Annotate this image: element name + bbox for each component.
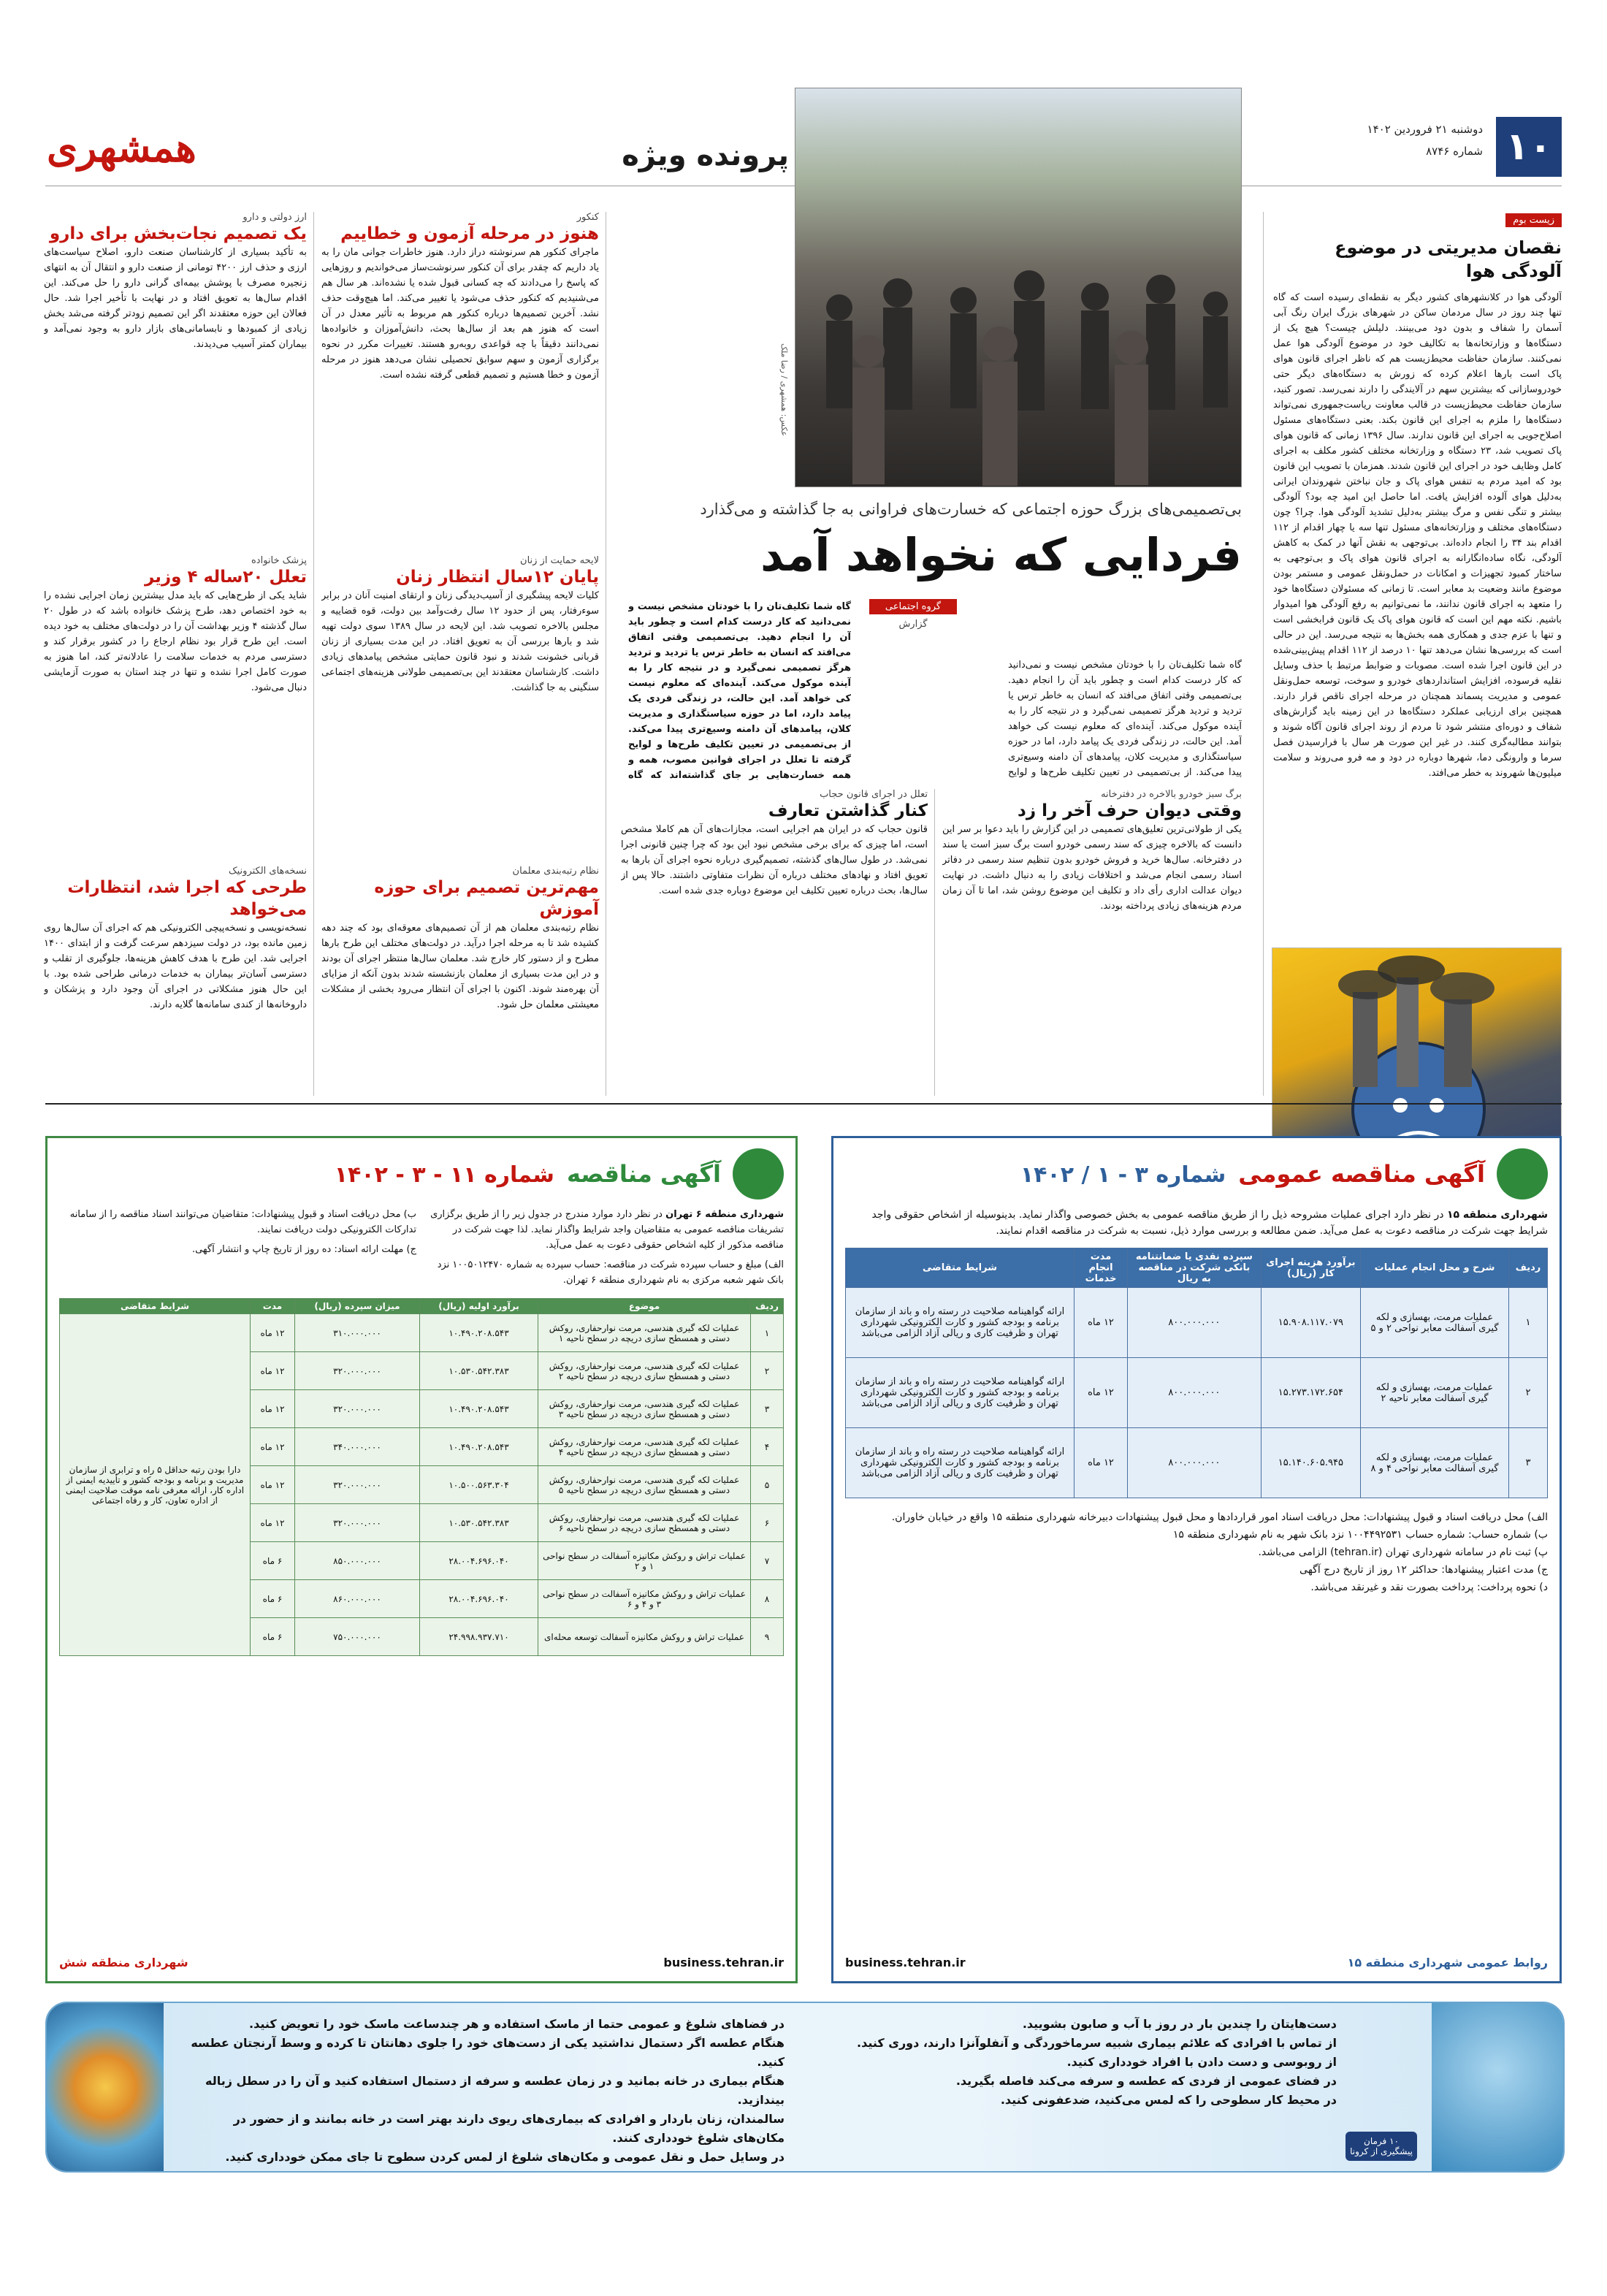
table-row: ۱ عملیات لکه گیری هندسی، مرمت نوارحفاری، روکش دستی و همسطح سازی دریچه در سطح ناحیه ۱ ۱۰.۴۹۰.۲۰۸.۵۴۳ ۳۱۰.۰۰۰.۰۰۰ ۱۲ ماه دارا بودن رتبه حداقل ۵ راه و ترابری از سازمان مدیریت و برنامه و بودجه کشور و تأییدیه ایمنی از اداره کار، ارائه معرفی نامه موقت صلاحیت ایمنی از اداره تعاون، کار و رفاه اجتماعی xyxy=(60,1314,784,1352)
section-title: پرونده ویژه xyxy=(622,139,789,172)
virus-icon xyxy=(47,2003,164,2171)
lead-paragraph-left: گاه شما تکلیف‌تان را با خودتان مشخص نیست و نمی‌دانید که کار درست کدام است و چطور باید آن را انجام دهید. بی‌تصمیمی وقتی اتفاق می‌افتد که انسان به خاطر ترس یا تردید و تردید هرگز تصمیمی نمی‌گیرد و در نتیجه کار را به آینده موکول می‌کند. آینده‌ای که معلوم نیست کی خواهد آمد. این حالت، در زندگی فردی یک پیامد دارد، اما در حوزه سیاستگذاری و مدیریت کلان، پیامدهای آن دامنه وسیع‌تری پیدا می‌کند. از بی‌تصمیمی در تعیین تکلیف طرح‌ها و لوایح گرفته تا تعلل در اجرای قوانین مصوب، همه و همه خسارت‌هایی بر جای گذاشته‌اند که گاه xyxy=(628,601,851,781)
ad-title: آگهی مناقصه xyxy=(567,1160,721,1188)
column-title: مهم‌ترین تصمیم برای حوزه آموزش xyxy=(374,878,599,919)
table-row: ۲ عملیات مرمت، بهسازی و لکه گیری آسفالت معابر ناحیه ۲ ۱۵.۲۷۳.۱۷۲.۶۵۴ ۸۰۰.۰۰۰.۰۰۰ ۱۲ ماه ارائه گواهینامه صلاحیت در رسته راه و باند از سازمان برنامه و بودجه کشور و کارت الکترونیکی شهرداری تهران و ظرفیت کاری و ریالی آزاد الزامی می‌باشد xyxy=(846,1358,1548,1428)
ad-note: ب) محل دریافت اسناد و قبول پیشنهادات: متقاضیان می‌توانند اسناد مناقصه را از سامانه تدارکات الکترونیکی دولت دریافت نمایند. xyxy=(69,1209,416,1235)
health-tip: در محیط کار سطوحی را که لمس می‌کنید، ضدعفونی کنید. xyxy=(1000,2093,1337,2107)
ad-footer-website[interactable]: business.tehran.ir xyxy=(845,1956,966,1969)
column-body: یکی از طولانی‌ترین تعلیق‌های تصمیمی در این گزارش را باید دعوا بر سر این دانست که بالاخره چیزی که سند رسمی خودرو است برگ سبز است یا سند در دفترخانه. سال‌ها خرید و فروش خودرو بدون تنظیم سند رسمی در دفاتر اسناد رسمی انجام می‌شد و اختلافات زیادی را به دنبال داشت. در نهایت دیوان عدالت اداری رأی داد و تکلیف این موضوع روشن شد، اما تا آن زمان مردم هزینه‌های زیادی پرداخته بودند. xyxy=(942,824,1242,912)
ad-footer-website[interactable]: business.tehran.ir xyxy=(663,1956,784,1969)
ad-title: آگهی مناقصه عمومی xyxy=(1238,1160,1485,1188)
column-title: یک تصمیم نجات‌بخش برای دارو xyxy=(49,224,307,243)
ad-footer-issuer: شهرداری منطقه شش xyxy=(59,1956,188,1969)
byline-group: گروه اجتماعی xyxy=(869,599,957,614)
ad-issuer: شهرداری منطقه ۱۵ xyxy=(1446,1209,1548,1221)
ad-note: پ) ثبت نام در سامانه شهرداری تهران (tehran.ir) الزامی می‌باشد. xyxy=(1258,1546,1548,1558)
table-row: ۳ عملیات مرمت، بهسازی و لکه گیری آسفالت معابر نواحی ۴ و ۸ ۱۵.۱۴۰.۶۰۵.۹۴۵ ۸۰۰.۰۰۰.۰۰۰ ۱۲ ماه ارائه گواهینامه صلاحیت در رسته راه و باند از سازمان برنامه و بودجه کشور و کارت الکترونیکی شهرداری تهران و ظرفیت کاری و ریالی آزاد الزامی می‌باشد xyxy=(846,1428,1548,1498)
column-hijab: تعلل در اجرای قانون حجاب کنار گذاشتن تعارف قانون حجاب که در ایران هم اجرایی است، مجازات‌های آن هم کاملا مشخص است، اما چیزی که برای برخی مشخص نبود این بود که چرا چنین قانونی اجرا نمی‌شد. در طول سال‌های گذشته، تصمیم‌گیری درباره نحوه اجرای آن بارها به تعویق افتاد و نهادهای مختلف درباره آن نظرات متفاوتی داشتند. حالا پس از سال‌ها، بحث درباره تعیین تکلیف این موضوع دوباره جدی شده است. xyxy=(621,789,928,1114)
column-body: شاید یکی از طرح‌هایی که باید مدل بیشترین زمان اجرایی نشده را به خود اختصاص دهد، طرح پزشک خانواده باشد که در طول ۲۰ سال گذشته ۴ وزیر بهداشت آن را در دولت‌های مختلف به خود دیده است. این طرح قرار بود نظام ارجاع را در کشور برقرار کند و دسترسی مردم به خدمات سلامت را عادلانه‌تر کند، اما هنوز به صورت کامل اجرا نشده و تنها در چند استان به صورت آزمایشی دنبال می‌شود. xyxy=(44,590,307,693)
table-row: ۲ عملیات لکه گیری هندسی، مرمت نوارحفاری، روکش دستی و همسطح سازی دریچه در سطح ناحیه ۲ ۱۰.۵۳۰.۵۴۲.۳۸۳ ۳۲۰.۰۰۰.۰۰۰ ۱۲ ماه xyxy=(60,1352,784,1390)
main-subtitle: بی‌تصمیمی‌های بزرگ حوزه اجتماعی که خسارت‌های فراوانی به جا گذاشته و می‌گذارد xyxy=(700,500,1242,518)
ad-note: ج) مدت اعتبار پیشنهادها: حداکثر ۱۲ روز از تاریخ درج آگهی xyxy=(1299,1564,1548,1576)
health-tip: از تماس با افرادی که علائم بیماری شبیه سرماخوردگی و آنفلوآنزا دارند، دوری کنید. xyxy=(857,2036,1337,2050)
column-car-document: برگ سبز خودرو بالاخره در دفترخانه وقتی دیوان حرف آخر را زد یکی از طولانی‌ترین تعلیق‌های تصمیمی در این گزارش را باید دعوا بر سر این دانست که بالاخره چیزی که سند رسمی خودرو است برگ سبز است یا سند در دفترخانه. سال‌ها خرید و فروش خودرو بدون تنظیم سند رسمی در دفاتر اسناد رسمی انجام می‌شد و اختلافات زیادی را به دنبال داشت. در نهایت دیوان عدالت اداری رأی داد و تکلیف این موضوع روشن شد، اما تا آن زمان مردم هزینه‌های زیادی پرداخته بودند. xyxy=(942,789,1242,1114)
ad-intro: در نظر دارد موارد مندرج در جدول زیر را از طریق برگزاری تشریفات مناقصه عمومی به متقاضیان واجد شرایط واگذار نماید. لذا جهت شرکت در مناقصه مذکور از کلیه اشخاص حقوقی دعوت به عمل می‌آید. xyxy=(430,1209,784,1251)
tender-ad-region-15 xyxy=(831,1136,1562,1983)
column-title: وقتی دیوان حرف آخر را زد xyxy=(1018,801,1242,820)
sidebar-title: نقصان مدیریتی در موضوع آلودگی هوا xyxy=(1335,237,1562,281)
sidebar-kicker: زیست بوم xyxy=(1505,213,1562,227)
column-women: لایحه حمایت از زنان پایان ۱۲سال انتظار زنان کلیات لایحه پیشگیری از آسیب‌دیدگی زنان و ارتقای امنیت آنان در برابر سوءرفتار، پس از حدود ۱۲ سال رفت‌وآمد بین دولت، قوه قضاییه و مجلس بالاخره تصویب شد. این لایحه در سال ۱۳۸۹ سوی دولت تهیه شد و بارها بررسی آن به تعویق افتاد. در این مدت بسیاری از زنان قربانی خشونت شدند و نبود قانون حمایتی مشخص پیامدهای زیادی داشت. کارشناسان معتقدند این بی‌تصمیمی طولانی هزینه‌های اجتماعی سنگینی به جا گذاشت. xyxy=(321,555,599,836)
health-tip: هنگام عطسه اگر دستمال نداشتید یکی از دست‌های خود را جلوی دهانتان تا کرده و وسط آرنجتان عطسه کنید. xyxy=(191,2036,785,2069)
sidebar-body: آلودگی هوا در کلانشهرهای کشور دیگر به نقطه‌ای رسیده است که گاه تنها چند روز در سال مردمان ساکن در شهرهای بزرگ ایران رنگ آبی آسمان را شفاف و بدون دود می‌بینند. دلیلش چیست؟ هیچ یک از دستگاه‌ها و وزارتخانه‌ها به تکالیف خود در موضوع آلودگی هوا عمل نمی‌کنند. سازمان حفاظت محیط‌زیست هم که ناظر اجرای قانون هوای پاک است بارها اعلام کرده که زورش به دستگاه‌های دیگر حتی خودروسازانی که بیشترین سهم در آلایندگی را دارند نمی‌رسد. تصور کنید، سازمان حفاظت محیط‌زیست در قالب معاونت ریاست‌جمهوری نمی‌تواند دستگاه‌ها را ملزم به اجرای این قانون بکند. بعنی دستگاه‌های مسئول اصلاح‌جویی به اجرای این قانون ندارند. سال ۱۳۹۶ زمانی که قانون هوای پاک تصویب شد، ۲۳ دستگاه و وزارتخانه مختلف کشور مکلف به اجرای کامل وظایف خود در اجرای این قانون شدند. همزمان با تصویب این قانون بود که امید مردم به تنفس هوای پاک و جان نباختن شهروندان ایرانی به‌دلیل هوای آلوده افزایش یافت. اما حاصل این امید چه بود؟ آلودگی بیشتر و تنگی نفس و مرگ بیشتر به‌دلیل تشدید آلودگی هوا. چرا؟ چون دستگاه‌های مختلف و وزارتخانه‌های مسئول تنها سه یا چهار اقدام از ۱۱۲ اقدام بند ۳۴ را انجام داده‌اند. بی‌توجهی به نقش آنها در کمک به کاهش آلودگی، نگاه ساده‌انگارانه به اجرای قانون هوای پاک و بی‌توجهی به ساختار کمبود تجهیزات و امکانات در حمل‌ونقل عمومی و مستمر بودن موضوع مانند وضعیت بد معابر است. تا زمانی که مسئولان دستگاه‌ها خود را متعهد به اجرای قانون ندانند، ما نمی‌توانیم به رفع آلودگی هوا امیدوار باشیم. نکته مهم این است که قانون هوای پاک یک قانون فرابخشی است و تنها با عزم جدی و همکاری همه بخش‌ها به نتیجه می‌رسد. این در حالی است که بررسی‌ها نشان می‌دهد تنها ۱۰ درصد از ۱۱۲ اقدام پیش‌بینی‌شده در این قانون اجرا شده است. مصوبات و ضوابط مرتبط با حذف وسایل نقلیه فرسوده، افزایش استانداردهای خودرو و سوخت، توسعه حمل‌ونقل عمومی و مدیریت پسماند همچنان در مرحله اجرای ناقص قرار دارند. همچنین برای ارزیابی عملکرد دستگاه‌ها در این زمینه باید گزارش‌های شفاف و دوره‌ای منتشر شود تا مردم از روند اجرای قانون آگاه شوند و بتوانند مطالبه‌گری کنند. در غیر این صورت هر سال با فرارسیدن فصل سرما و وارونگی دما، شهرها دوباره در دود و مه فرو می‌روند و سلامت میلیون‌ها شهروند به خطر می‌افتد. xyxy=(1273,292,1562,779)
column-e-prescription: نسخه‌های الکترونیک طرحی که اجرا شد، انتظارات می‌خواهد نسخه‌نویسی و نسخه‌پیچی الکترونیکی هم که اجرای آن سال‌ها روی زمین مانده بود، در دولت سیزدهم سرعت گرفت و از ابتدای ۱۴۰۰ اجرایی شد. این طرح با هدف کاهش هزینه‌ها، جلوگیری از تقلب و دسترسی آسان‌تر بیماران به خدمات درمانی طراحی شده بود. با این حال هنوز مشکلاتی در اجرای آن وجود دارد و پزشکان و داروخانه‌ها از کندی سامانه‌ها گلایه دارند. xyxy=(44,866,307,1132)
column-body: کلیات لایحه پیشگیری از آسیب‌دیدگی زنان و ارتقای امنیت آنان در برابر سوءرفتار، پس از حدود ۱۲ سال رفت‌وآمد بین دولت، قوه قضاییه و مجلس بالاخره تصویب شد. این لایحه در سال ۱۳۸۹ سوی دولت تهیه شد و بارها بررسی آن به تعویق افتاد. در این مدت بسیاری از زنان قربانی خشونت شدند و نبود قانون حمایتی مشخص پیامدهای زیادی داشت. کارشناسان معتقدند این بی‌تصمیمی طولانی هزینه‌های اجتماعی سنگینی به جا گذاشت. xyxy=(321,590,599,693)
table-row: ۱ عملیات مرمت، بهسازی و لکه گیری آسفالت معابر نواحی ۲ و ۵ ۱۵.۹۰۸.۱۱۷.۰۷۹ ۸۰۰.۰۰۰.۰۰۰ ۱۲ ماه ارائه گواهینامه صلاحیت در رسته راه و باند از سازمان برنامه و بودجه کشور و کارت الکترونیکی شهرداری تهران و ظرفیت کاری و ریالی آزاد الزامی می‌باشد xyxy=(846,1288,1548,1358)
table-row: ۳ عملیات لکه گیری هندسی، مرمت نوارحفاری، روکش دستی و همسطح سازی دریچه در سطح ناحیه ۳ ۱۰.۴۹۰.۲۰۸.۵۴۳ ۳۲۰.۰۰۰.۰۰۰ ۱۲ ماه xyxy=(60,1390,784,1428)
column-title: تعلل ۲۰ساله ۴ وزیر xyxy=(144,568,307,587)
column-body: قانون حجاب که در ایران هم اجرایی است، مجازات‌های آن هم کاملا مشخص است، اما چیزی که برای برخی مشخص نبود این بود که چرا چنین قانونی اجرا نمی‌شد. در طول سال‌های گذشته، تصمیم‌گیری درباره نحوه اجرای آن بارها به تعویق افتاد و نهادهای مختلف درباره آن نظرات متفاوتی داشتند. حالا پس از سال‌ها، بحث درباره تعیین تکلیف این موضوع دوباره جدی شده است. xyxy=(621,824,928,896)
column-drug: ارز دولتی و دارو یک تصمیم نجات‌بخش برای دارو به تأکید بسیاری از کارشناسان صنعت دارو، اصلاح سیاست‌های ارزی و حذف ارز ۴۲۰۰ تومانی از صنعت دارو و انتقال آن به انتهای زنجیره مصرف با پوشش بیمه‌ای گرانی دارو را حل می‌کند. این اقدام سال‌ها به تعویق افتاد و در نهایت با تأخیر اجرا شد. حال فعالان این حوزه معتقدند اگر این تصمیم زودتر گرفته می‌شد بخش زیادی از کمبودها و نابسامانی‌های بازار دارو به وجود نمی‌آمد و بیماران کمتر آسیب می‌دیدند. xyxy=(44,212,307,537)
main-photo xyxy=(795,88,1242,487)
ad-number: شماره ۱۱ - ۳ - ۱۴۰۲ xyxy=(334,1162,554,1188)
table-row: ۹ عملیات تراش و روکش مکانیزه آسفالت توسعه محله‌ای ۲۴.۹۹۸.۹۳۷.۷۱۰ ۷۵۰.۰۰۰.۰۰۰ ۶ ماه xyxy=(60,1618,784,1656)
table-row: ۷ عملیات تراش و روکش مکانیزه آسفالت در سطح نواحی ۱ و ۲ ۲۸.۰۰۴.۶۹۶.۰۴۰ ۸۵۰.۰۰۰.۰۰۰ ۶ ماه xyxy=(60,1542,784,1580)
photo-caption: عکس: همشهری / رضا ملک xyxy=(779,343,789,437)
ad-note: ج) مهلت ارائه اسناد: ده روز از تاریخ چاپ و انتشار آگهی. xyxy=(191,1244,416,1255)
table-row: ۶ عملیات لکه گیری هندسی، مرمت نوارحفاری، روکش دستی و همسطح سازی دریچه در سطح ناحیه ۶ ۱۰.۵۳۰.۵۴۲.۳۸۳ ۳۲۰.۰۰۰.۰۰۰ ۱۲ ماه xyxy=(60,1504,784,1542)
health-tip: در فضای عمومی از فردی که عطسه و سرفه می‌کند فاصله بگیرید. xyxy=(955,2074,1337,2088)
column-konkur: کنکور هنوز در مرحله آزمون و خطاییم ماجرای کنکور هم سرنوشته دراز دارد. هنوز خاطرات جوانی مان را به یاد داریم که چقدر برای آن کنکور سرنوشت‌ساز می‌خواندیم و روزهایی که پاسخ را می‌دادند که چه کسانی قبول شده یا نشده‌اند. هر سال هم می‌شنیدیم که کنکور حذف می‌شود یا تغییر می‌کند. اما هیچ‌وقت حذف نشد. آخرین تصمیم‌ها درباره کنکور هم مربوط به تأثیر معدل در آن است که هنوز هم بعد از سال‌ها بحث، دانش‌آموزان و خانواده‌ها نمی‌دانند دقیقاً با چه قواعدی روبه‌رو هستند. تغییرات مکرر در نحوه برگزاری آزمون و سهم سوابق تحصیلی نشان می‌دهد هنوز در مرحله آزمون و خطا هستیم و تصمیم قطعی گرفته نشده است. xyxy=(321,212,599,537)
ad-number: شماره ۳ - ۱ / ۱۴۰۲ xyxy=(1020,1162,1226,1188)
health-tip: دست‌هایتان را چندین بار در روز با آب و صابون بشویید. xyxy=(1022,2017,1337,2031)
column-title: کنار گذاشتن تعارف xyxy=(768,801,928,820)
handwash-photo-icon xyxy=(1432,2003,1563,2171)
ad-issuer: شهرداری منطقه ۶ تهران xyxy=(665,1209,784,1220)
column-title: طرحی که اجرا شد، انتظارات می‌خواهد xyxy=(67,878,307,919)
health-tip: سالمندان، زنان باردار و افرادی که بیماری‌های ریوی دارند بهتر است در خانه بمانند و از حضور در مکان‌های شلوغ خودداری کنند. xyxy=(233,2112,785,2145)
lead-paragraph-right: گاه شما تکلیف‌تان را با خودتان مشخص نیست و نمی‌دانید که کار درست کدام است و چطور باید آن را انجام دهید. بی‌تصمیمی وقتی اتفاق می‌افتد که انسان به خاطر ترس یا تردید و تردید هرگز تصمیمی نمی‌گیرد و در نتیجه کار را به آینده موکول می‌کند. آینده‌ای که معلوم نیست کی خواهد آمد. این حالت، در زندگی فردی یک پیامد دارد، اما در حوزه سیاستگذاری و مدیریت کلان، پیامدهای آن دامنه وسیع‌تری پیدا می‌کند. از بی‌تصمیمی در تعیین تکلیف طرح‌ها و لوایح xyxy=(1008,660,1242,778)
health-tip: در فضاهای شلوغ و عمومی حتما از ماسک استفاده و هر چندساعت ماسک خود را تعویض کنید. xyxy=(249,2017,785,2031)
column-family-doctor: پزشک خانواده تعلل ۲۰ساله ۴ وزیر شاید یکی از طرح‌هایی که باید مدل بیشترین زمان اجرایی نشده را به خود اختصاص دهد، طرح پزشک خانواده باشد که در طول ۲۰ سال گذشته ۴ وزیر بهداشت آن را در دولت‌های مختلف به خود دیده است. این طرح قرار بود نظام ارجاع را در کشور برقرار کند و دسترسی مردم به خدمات سلامت را عادلانه‌تر کند، اما هنوز به صورت کامل اجرا نشده و تنها در چند استان به صورت آزمایشی دنبال می‌شود. xyxy=(44,555,307,836)
crowd-photo-icon xyxy=(795,88,1241,487)
column-body: نسخه‌نویسی و نسخه‌پیچی الکترونیکی هم که اجرای آن سال‌ها روی زمین مانده بود، در دولت سیزدهم سرعت گرفت و از ابتدای ۱۴۰۰ اجرایی شد. این طرح با هدف کاهش هزینه‌ها، جلوگیری از تقلب و دسترسی آسان‌تر بیماران به خدمات درمانی طراحی شده بود. با این حال هنوز مشکلاتی در اجرای آن وجود دارد و پزشکان و داروخانه‌ها از کندی سامانه‌ها گلایه دارند. xyxy=(44,923,307,1010)
issue-date: دوشنبه ۲۱ فروردین ۱۴۰۲ xyxy=(1367,123,1483,136)
issue-number: شماره ۸۷۴۶ xyxy=(1426,145,1483,158)
byline-label: گزارش xyxy=(898,619,928,630)
column-teachers: نظام رتبه‌بندی معلمان مهم‌ترین تصمیم برای حوزه آموزش نظام رتبه‌بندی معلمان هم از آن تصمیم‌های معوقه‌ای بود که چند دهه کشیده شد تا به مرحله اجرا درآید. در دولت‌های مختلف این طرح بارها مطرح و از دستور کار خارج شد. معلمان سال‌ها منتظر اجرای آن بودند و در این مدت بسیاری از معلمان بازنشسته شدند بدون آنکه از مزایای آن بهره‌مند شوند. اکنون با اجرای آن انتظار می‌رود بخشی از مشکلات معیشتی معلمان حل شود. xyxy=(321,866,599,1132)
column-body: ماجرای کنکور هم سرنوشته دراز دارد. هنوز خاطرات جوانی مان را به یاد داریم که چقدر برای آن کنکور سرنوشت‌ساز می‌خواندیم و روزهایی که پاسخ را می‌دادند که چه کسانی قبول شده یا نشده‌اند. هر سال هم می‌شنیدیم که کنکور حذف می‌شود یا تغییر می‌کند. اما هیچ‌وقت حذف نشد. آخرین تصمیم‌ها درباره کنکور هم مربوط به تأثیر معدل در آن است که هنوز هم بعد از سال‌ها بحث، دانش‌آموزان و خانواده‌ها نمی‌دانند دقیقاً با چه قواعدی روبه‌رو هستند. تغییرات مکرر در نحوه برگزاری آزمون و سهم سوابق تحصیلی نشان می‌دهد هنوز در مرحله آزمون و خطا هستیم و تصمیم قطعی گرفته نشده است. xyxy=(321,247,599,381)
corona-badge: ۱۰ فرمان پیشگیری از کرونا xyxy=(1345,2132,1417,2161)
ad-table: ردیف شرح و محل انجام عملیات برآورد هزینه اجرای کار (ریال) سپرده نقدی یا ضمانتنامه بانکی شرکت در مناقصه به ریال مدت انجام خدمات شرایط متقاضی ۱ عملیات مرمت، بهسازی و لکه گیری آسفالت معابر نواحی ۲ و ۵ ۱۵.۹۰۸.۱۱۷.۰۷۹ ۸۰۰.۰۰۰.۰۰۰ ۱۲ ماه ارائه گواهینامه صلاحیت در رسته راه و باند از سازمان برنامه و بودجه کشور و کارت الکترونیکی شهرداری تهران و ظرفیت کاری و ریالی آزاد الزامی می‌باشد ۲ عملیات مرمت، بهسازی و لکه گیری آسفالت معابر ناحیه ۲ ۱۵.۲۷۳.۱۷۲.۶۵۴ ۸۰۰.۰۰۰.۰۰۰ ۱۲ ماه ارائه گواهینامه صلاحیت در رسته راه و باند از سازمان برنامه و بودجه کشور و کارت الکترونیکی شهرداری تهران و ظرفیت کاری و ریالی آزاد الزامی می‌باشد ۳ عملیات مرمت، بهسازی و لکه گیری آسفالت معابر نواحی ۴ و ۸ ۱۵.۱۴۰.۶۰۵.۹۴۵ ۸۰۰.۰۰۰.۰۰۰ ۱۲ ماه ارائه گواهینامه صلاحیت در رسته راه و باند از سازمان برنامه و بودجه کشور و کارت الکترونیکی شهرداری تهران و ظرفیت کاری و ریالی آزاد الزامی می‌باشد xyxy=(845,1248,1548,1498)
ad-note: ب) شماره حساب: شماره حساب ۱۰۰۴۴۹۲۵۳۱ نزد بانک شهر به نام شهرداری منطقه ۱۵ xyxy=(1172,1529,1548,1541)
ad-note: د) نحوه پرداخت: پرداخت بصورت نقد و غیرنقد می‌باشد. xyxy=(1310,1582,1548,1593)
ad-footer-issuer: روابط عمومی شهرداری منطقه ۱۵ xyxy=(1347,1956,1548,1969)
page-number: ۱۰ xyxy=(1496,117,1562,177)
table-row: ۵ عملیات لکه گیری هندسی، مرمت نوارحفاری، روکش دستی و همسطح سازی دریچه در سطح ناحیه ۵ ۱۰.۵۰۰.۵۶۳.۳۰۴ ۳۲۰.۰۰۰.۰۰۰ ۱۲ ماه xyxy=(60,1466,784,1504)
column-body: نظام رتبه‌بندی معلمان هم از آن تصمیم‌های معوقه‌ای بود که چند دهه کشیده شد تا به مرحله اجرا درآید. در دولت‌های مختلف این طرح بارها مطرح و از دستور کار خارج شد. معلمان سال‌ها منتظر اجرای آن بودند و در این مدت بسیاری از معلمان بازنشسته شدند بدون آنکه از مزایای آن بهره‌مند شوند. اکنون با اجرای آن انتظار می‌رود بخشی از مشکلات معیشتی معلمان حل شود. xyxy=(321,923,599,1010)
column-title: هنوز در مرحله آزمون و خطاییم xyxy=(340,224,599,243)
ad-note: الف) مبلغ و حساب سپرده شرکت در مناقصه: حساب سپرده به شماره ۱۰۰۵۰۱۲۴۷۰ نزد بانک شهر شعبه مرکزی به نام شهرداری منطقه ۶ تهران. xyxy=(437,1259,784,1286)
ad-table: ردیف موضوع برآورد اولیه (ریال) میزان سپرده (ریال) مدت شرایط متقاضی ۱ عملیات لکه گیری هندسی، مرمت نوارحفاری، روکش دستی و همسطح سازی دریچه در سطح ناحیه ۱ ۱۰.۴۹۰.۲۰۸.۵۴۳ ۳۱۰.۰۰۰.۰۰۰ ۱۲ ماه دارا بودن رتبه حداقل ۵ راه و ترابری از سازمان مدیریت و برنامه و بودجه کشور و تأییدیه ایمنی از اداره کار، ارائه معرفی نامه موقت صلاحیت ایمنی از اداره تعاون، کار و رفاه اجتماعی ۲ عملیات لکه گیری هندسی، مرمت نوارحفاری، روکش دستی و همسطح سازی دریچه در سطح ناحیه ۲ ۱۰.۵۳۰.۵۴۲.۳۸۳ ۳۲۰.۰۰۰.۰۰۰ ۱۲ ماه ۳ عملیات لکه گیری هندسی، مرمت نوارحفاری، روکش دستی و همسطح سازی دریچه در سطح ناحیه ۳ ۱۰.۴۹۰.۲۰۸.۵۴۳ ۳۲۰.۰۰۰.۰۰۰ ۱۲ ماه ۴ عملیات لکه گیری هندسی، مرمت نوارحفاری، روکش دستی و همسطح سازی دریچه در سطح ناحیه ۴ ۱۰.۴۹۰.۲۰۸.۵۴۳ ۳۴۰.۰۰۰.۰۰۰ ۱۲ ماه ۵ عملیات لکه گیری هندسی، مرمت نوارحفاری، روکش دستی و همسطح سازی دریچه در سطح ناحیه ۵ ۱۰.۵۰۰.۵۶۳.۳۰۴ ۳۲۰.۰۰۰.۰۰۰ ۱۲ ماه ۶ عملیات لکه گیری هندسی، مرمت نوارحفاری، روکش دستی و همسطح سازی دریچه در سطح ناحیه ۶ ۱۰.۵۳۰.۵۴۲.۳۸۳ ۳۲۰.۰۰۰.۰۰۰ ۱۲ ماه ۷ عملیات تراش و روکش مکانیزه آسفالت در سطح نواحی ۱ و ۲ ۲۸.۰۰۴.۶۹۶.۰۴۰ ۸۵۰.۰۰۰.۰۰۰ ۶ ماه ۸ عملیات تراش و روکش مکانیزه آسفالت در سطح نواحی ۳ و ۴ و ۶ ۲۸.۰۰۴.۶۹۶.۰۴۰ ۸۶۰.۰۰۰.۰۰۰ ۶ ماه ۹ عملیات تراش و روکش مکانیزه آسفالت توسعه محله‌ای ۲۴.۹۹۸.۹۳۷.۷۱۰ ۷۵۰.۰۰۰.۰۰۰ ۶ ماه xyxy=(59,1298,784,1656)
ad-note: الف) محل دریافت اسناد و قبول پیشنهادات: محل دریافت اسناد امور قراردادها و محل قبول پیشنهادات دبیرخانه شهرداری منطقه ۱۵ واقع در خیابان خاوران. xyxy=(891,1511,1548,1523)
column-body: به تأکید بسیاری از کارشناسان صنعت دارو، اصلاح سیاست‌های ارزی و حذف ارز ۴۲۰۰ تومانی از صنعت دارو و انتقال آن به انتهای زنجیره مصرف با پوشش بیمه‌ای گرانی دارو را حل می‌کند. این اقدام سال‌ها به تعویق افتاد و در نهایت با تأخیر اجرا شد. حال فعالان این حوزه معتقدند اگر این تصمیم زودتر گرفته می‌شد بخش زیادی از کمبودها و نابسامانی‌های بازار دارو به وجود نمی‌آمد و بیماران کمتر آسیب می‌دیدند. xyxy=(44,247,307,350)
column-title: پایان ۱۲سال انتظار زنان xyxy=(396,568,599,587)
tender-ad-region-6 xyxy=(45,1136,798,1983)
table-row: ۸ عملیات تراش و روکش مکانیزه آسفالت در سطح نواحی ۳ و ۴ و ۶ ۲۸.۰۰۴.۶۹۶.۰۴۰ ۸۶۰.۰۰۰.۰۰۰ ۶ ماه xyxy=(60,1580,784,1618)
masthead-logo: همشهری xyxy=(47,124,196,171)
sidebar-article xyxy=(1273,212,1562,1197)
health-tip: در وسایل حمل و نقل عمومی و مکان‌های شلوغ از لمس کردن سطوح تا جای ممکن خودداری کنید. xyxy=(225,2150,785,2164)
main-title: فردایی که نخواهد آمد xyxy=(760,528,1242,581)
ad-intro: در نظر دارد اجرای عملیات مشروحه ذیل را از طریق مناقصه عمومی به بخش خصوصی واگذار نماید. بدینوسیله از اشخاص حقوقی واجد شرایط جهت شرکت در مناقصه دعوت به عمل می‌آید. ضمن مطالعه و بررسی موارد ذیل، نسبت به شرکت در مناقصه اقدام نمایند. xyxy=(871,1209,1548,1237)
byline xyxy=(869,599,957,630)
tehran-municipality-logo-icon xyxy=(1497,1148,1548,1200)
tehran-municipality-logo-icon xyxy=(733,1148,784,1200)
health-tip: هنگام بیماری در خانه بمانید و در زمان عطسه و سرفه از دستمال استفاده کنید و آن را در سطل زباله بیندازید. xyxy=(205,2074,785,2107)
health-tip: از روبوسی و دست دادن با افراد خودداری کنید. xyxy=(1066,2055,1337,2069)
table-row: ۴ عملیات لکه گیری هندسی، مرمت نوارحفاری، روکش دستی و همسطح سازی دریچه در سطح ناحیه ۴ ۱۰.۴۹۰.۲۰۸.۵۴۳ ۳۴۰.۰۰۰.۰۰۰ ۱۲ ماه xyxy=(60,1428,784,1466)
health-banner xyxy=(45,2002,1565,2173)
